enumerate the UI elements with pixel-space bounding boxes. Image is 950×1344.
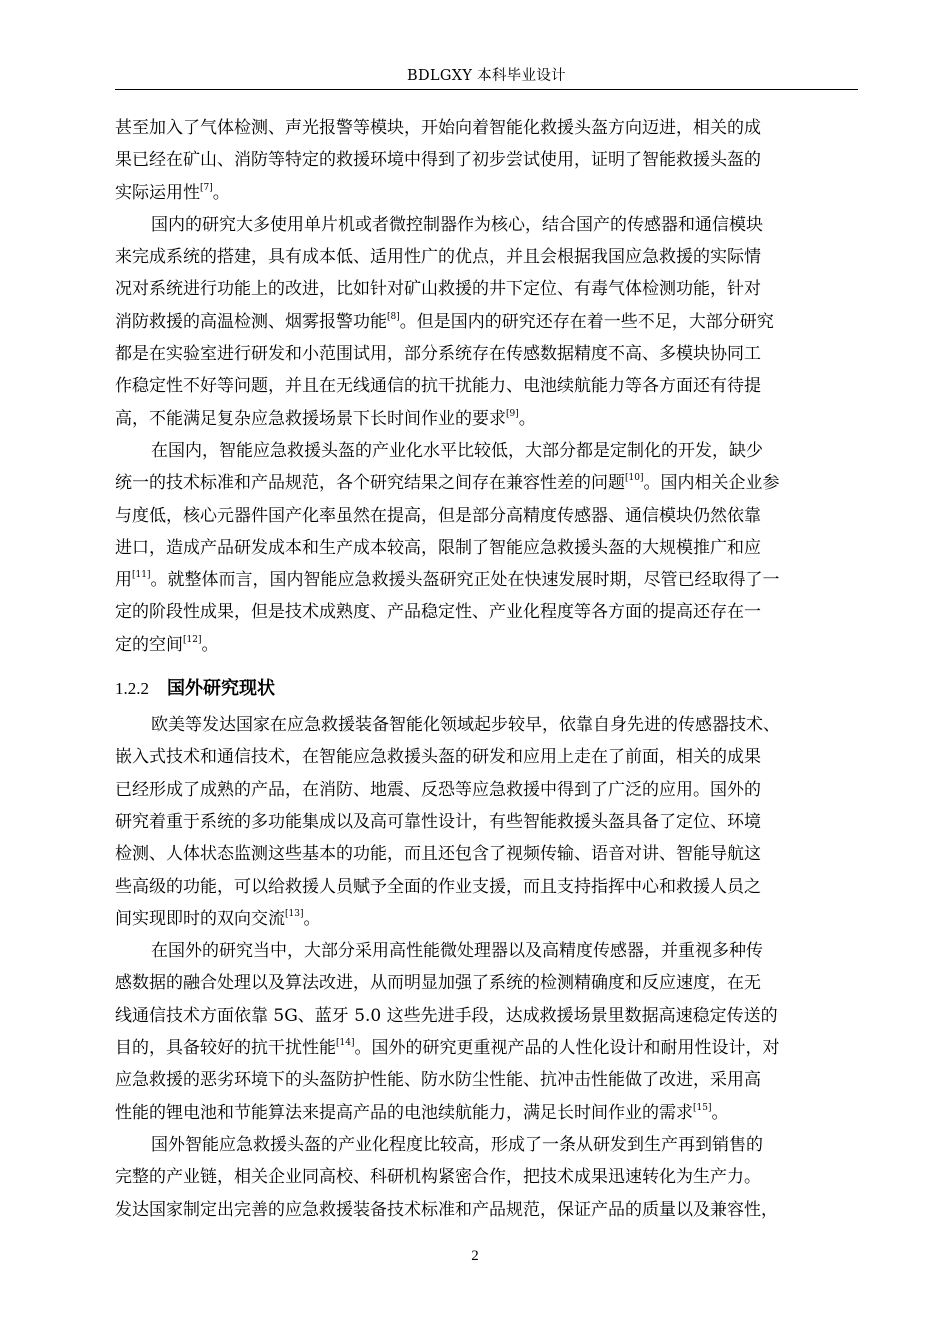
text-line (115, 1097, 860, 1129)
section-title: 国外研究现状 (167, 678, 275, 700)
text-line (115, 1194, 860, 1226)
line-text: 性能的锂电池和节能算法来提高产品的电池续航能力，满足长时间作业的需求 (115, 1102, 693, 1123)
text-line (115, 532, 860, 564)
text-line (115, 435, 860, 467)
line-text: 都是在实验室进行研发和小范围试用，部分系统存在传感数据精度不高、多模块协同工 (115, 344, 761, 365)
line-text-after: 。就整体而言，国内智能应急救援头盔研究正处在快速发展时期，尽管已经取得了一 (150, 570, 780, 591)
header-rule (115, 89, 858, 90)
citation-ref: [9] (506, 408, 519, 419)
text-line (115, 741, 860, 773)
text-line (115, 774, 860, 806)
page-header: BDLGXY 本科毕业设计 (407, 68, 566, 84)
text-line (115, 1064, 860, 1096)
document-body (115, 112, 860, 1226)
text-line (115, 273, 860, 305)
page-number: 2 (471, 1248, 479, 1264)
text-line (115, 241, 860, 273)
paragraph (115, 1129, 860, 1226)
line-text: 实际运用性 (115, 182, 200, 203)
text-line (115, 596, 860, 628)
text-line (115, 1032, 860, 1064)
text-line (115, 629, 860, 661)
line-text-after: 。国内相关企业参 (643, 473, 780, 494)
section-heading (115, 675, 860, 703)
section-number: 1.2.2 (115, 679, 149, 699)
citation-ref: [14] (336, 1037, 355, 1048)
text-line (115, 806, 860, 838)
text-line (115, 1129, 860, 1161)
line-text: 目的，具备较好的抗干扰性能 (115, 1038, 336, 1059)
line-text: 进口，造成产品研发成本和生产成本较高，限制了智能应急救援头盔的大规模推广和应 (115, 537, 761, 558)
citation-ref: [15] (693, 1102, 712, 1113)
text-line (115, 564, 860, 596)
line-text-after: 。 (201, 634, 219, 655)
citation-ref: [8] (387, 311, 400, 322)
line-text-after: 。 (518, 408, 536, 429)
line-text-after: 。 (711, 1102, 729, 1123)
line-text: 作稳定性不好等问题，并且在无线通信的抗干扰能力、电池续航能力等各方面还有待提 (115, 376, 761, 397)
line-text: 完整的产业链，相关企业同高校、科研机构紧密合作，把技术成果迅速转化为生产力。 (115, 1167, 761, 1188)
text-line (115, 935, 860, 967)
paragraph (115, 435, 860, 661)
text-line (115, 306, 860, 338)
line-text: 欧美等发达国家在应急救援装备智能化领域起步较早，依靠自身先进的传感器技术、 (151, 715, 780, 736)
text-line (115, 177, 860, 209)
text-line (115, 500, 860, 532)
text-line (115, 144, 860, 176)
paragraph (115, 209, 860, 435)
line-text: 国内的研究大多使用单片机或者微控制器作为核心，结合国产的传感器和通信模块 (151, 214, 763, 235)
paragraph (115, 935, 860, 1129)
line-text: 定的空间 (115, 634, 183, 655)
text-line (115, 209, 860, 241)
paragraph (115, 709, 860, 935)
citation-ref: [7] (200, 182, 213, 193)
line-text: 况对系统进行功能上的改进，比如针对矿山救援的井下定位、有毒气体检测功能，针对 (115, 279, 761, 300)
line-text: 间实现即时的双向交流 (115, 908, 285, 929)
text-line (115, 338, 860, 370)
line-text: 线通信技术方面依靠 5G、蓝牙 5.0 这些先进手段，达成救援场景里数据高速稳定传送的 (115, 1005, 778, 1026)
line-text: 感数据的融合处理以及算法改进，从而明显加强了系统的检测精确度和反应速度，在无 (115, 973, 761, 994)
line-text: 检测、人体状态监测这些基本的功能，而且还包含了视频传输、语音对讲、智能导航这 (115, 844, 761, 865)
text-line (115, 467, 860, 499)
line-text: 在国内，智能应急救援头盔的产业化水平比较低，大部分都是定制化的开发，缺少 (151, 440, 763, 461)
text-line (115, 1000, 860, 1032)
line-text: 已经形成了成熟的产品，在消防、地震、反恐等应急救援中得到了广泛的应用。国外的 (115, 779, 761, 800)
line-text-after: 。国外的研究更重视产品的人性化设计和耐用性设计，对 (354, 1038, 780, 1059)
line-text: 嵌入式技术和通信技术，在智能应急救援头盔的研发和应用上走在了前面，相关的成果 (115, 747, 761, 768)
text-line (115, 403, 860, 435)
paragraph (115, 112, 860, 209)
line-text: 统一的技术标准和产品规范，各个研究结果之间存在兼容性差的问题 (115, 473, 625, 494)
text-line (115, 871, 860, 903)
line-text: 果已经在矿山、消防等特定的救援环境中得到了初步尝试使用，证明了智能救援头盔的 (115, 150, 761, 171)
citation-ref: [13] (285, 908, 304, 919)
text-line (115, 1161, 860, 1193)
paragraphs-after (115, 709, 860, 1226)
line-text: 与度低，核心元器件国产化率虽然在提高，但是部分高精度传感器、通信模块仍然依靠 (115, 505, 761, 526)
text-line (115, 709, 860, 741)
line-text: 国外智能应急救援头盔的产业化程度比较高，形成了一条从研发到生产再到销售的 (151, 1134, 763, 1155)
line-text: 用 (115, 570, 132, 591)
paragraphs-before (115, 112, 860, 661)
line-text: 定的阶段性成果，但是技术成熟度、产品稳定性、产业化程度等各方面的提高还存在一 (115, 602, 761, 623)
line-text: 高，不能满足复杂应急救援场景下长时间作业的要求 (115, 408, 506, 429)
line-text: 发达国家制定出完善的应急救援装备技术标准和产品规范，保证产品的质量以及兼容性， (115, 1199, 778, 1220)
line-text: 消防救援的高温检测、烟雾报警功能 (115, 311, 387, 332)
citation-ref: [10] (625, 473, 644, 484)
text-line (115, 903, 860, 935)
line-text: 研究着重于系统的多功能集成以及高可靠性设计，有些智能救援头盔具备了定位、环境 (115, 811, 761, 832)
line-text: 在国外的研究当中，大部分采用高性能微处理器以及高精度传感器，并重视多种传 (151, 941, 763, 962)
line-text: 甚至加入了气体检测、声光报警等模块，开始向着智能化救援头盔方向迈进，相关的成 (115, 118, 761, 138)
citation-ref: [11] (132, 570, 151, 581)
text-line (115, 370, 860, 402)
text-line (115, 112, 860, 144)
text-line (115, 838, 860, 870)
line-text-after: 。 (303, 908, 321, 929)
text-line (115, 967, 860, 999)
line-text-after: 。 (212, 182, 230, 203)
citation-ref: [12] (183, 634, 202, 645)
line-text-after: 。但是国内的研究还存在着一些不足，大部分研究 (399, 311, 774, 332)
line-text: 来完成系统的搭建，具有成本低、适用性广的优点，并且会根据我国应急救援的实际情 (115, 247, 761, 268)
line-text: 应急救援的恶劣环境下的头盔防护性能、防水防尘性能、抗冲击性能做了改进，采用高 (115, 1070, 761, 1091)
line-text: 些高级的功能，可以给救援人员赋予全面的作业支援，而且支持指挥中心和救援人员之 (115, 876, 761, 897)
